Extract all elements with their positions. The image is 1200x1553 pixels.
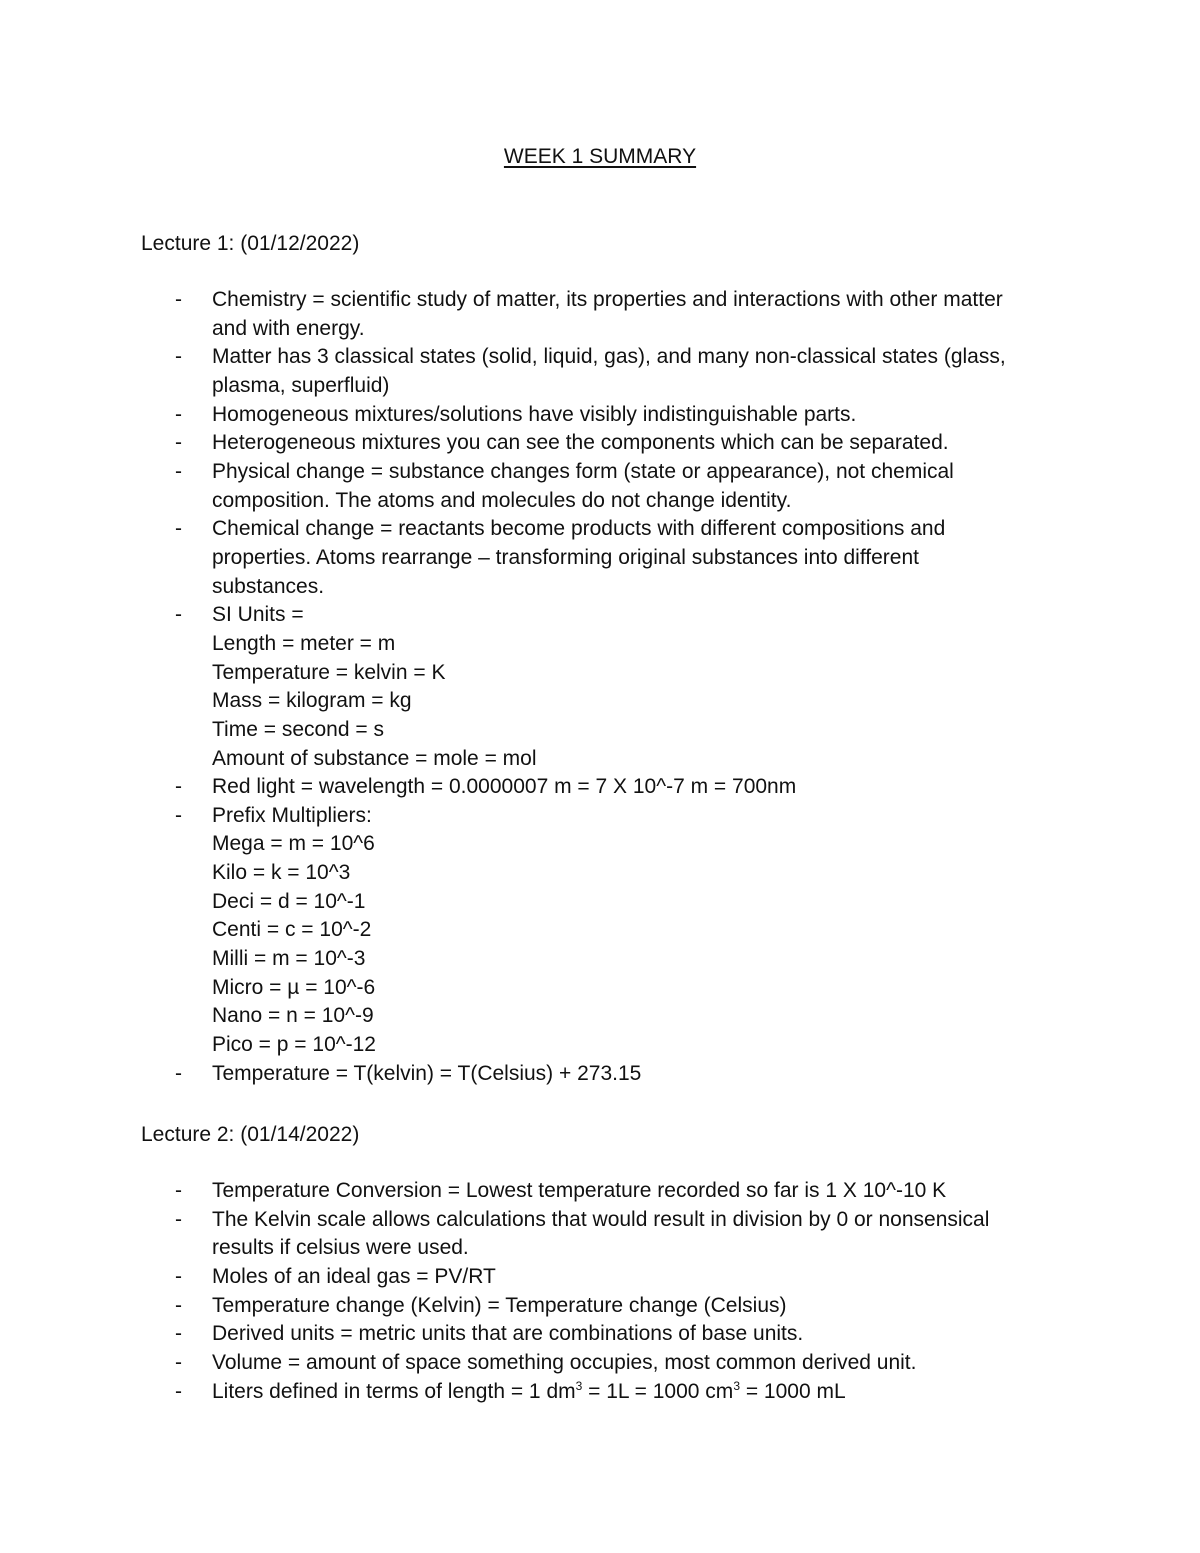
lecture-2-notes-list (141, 1177, 1071, 1406)
note-line: Temperature = kelvin = K (212, 660, 446, 684)
note-line: Temperature Conversion = Lowest temperature recorded so far is 1 X 10^-10 K (212, 1179, 947, 1202)
bullet-dash: - (175, 402, 182, 426)
bullet-dash: - (175, 1322, 182, 1346)
note-text: = 1000 mL (740, 1379, 846, 1403)
note-line: Moles of an ideal gas = PV/RT (212, 1264, 496, 1288)
list-item (141, 1349, 1071, 1378)
note-line: Mass = kilogram = kg (212, 689, 412, 713)
list-item (141, 1320, 1071, 1349)
note-line: Temperature change (Kelvin) = Temperature change (Celsius) (212, 1293, 787, 1317)
bullet-dash: - (175, 1264, 182, 1288)
list-item (141, 286, 1071, 343)
note-line: composition. The atoms and molecules do not change identity. (212, 488, 792, 512)
bullet-dash: - (175, 288, 182, 311)
list-item (141, 1206, 1071, 1263)
bullet-dash: - (175, 459, 182, 483)
note-text: Liters defined in terms of length = 1 dm (212, 1379, 576, 1403)
note-line: Homogeneous mixtures/solutions have visibly indistinguishable parts. (212, 402, 857, 426)
bullet-dash: - (175, 1350, 182, 1374)
bullet-dash: - (175, 517, 182, 541)
note-line: The Kelvin scale allows calculations that would result in division by 0 or nonsensical (212, 1207, 990, 1231)
list-item (141, 1060, 1071, 1089)
note-line: Volume = amount of space something occupies, most common derived unit. (212, 1350, 917, 1374)
list-item (141, 802, 1071, 1060)
lecture-1-heading: Lecture 1: (01/12/2022) (141, 232, 360, 255)
superscript-exponent: 3 (733, 1378, 740, 1393)
note-line: Time = second = s (212, 717, 384, 741)
list-item (141, 515, 1071, 601)
note-line: Heterogeneous mixtures you can see the components which can be separated. (212, 431, 949, 455)
note-line: Chemical change = reactants become products with different compositions and (212, 517, 946, 541)
list-item (141, 1378, 1071, 1407)
note-line: Red light = wavelength = 0.0000007 m = 7 X 10^-7 m = 700nm (212, 775, 797, 799)
list-item (141, 1292, 1071, 1321)
note-line: SI Units = (212, 603, 304, 627)
bullet-dash: - (175, 1061, 182, 1085)
list-item (141, 1263, 1071, 1292)
note-text: = 1L = 1000 cm (582, 1379, 734, 1403)
bullet-dash: - (175, 345, 182, 369)
note-line: results if celsius were used. (212, 1236, 469, 1260)
note-line: Pico = p = 10^-12 (212, 1033, 376, 1057)
note-line: Mega = m = 10^6 (212, 832, 375, 856)
note-line: Deci = d = 10^-1 (212, 889, 366, 913)
note-line: plasma, superfluid) (212, 373, 390, 397)
bullet-dash: - (175, 1293, 182, 1317)
lecture-1-notes-list (141, 286, 1071, 1088)
bullet-dash: - (175, 1179, 182, 1202)
note-line: Nano = n = 10^-9 (212, 1004, 374, 1028)
note-line (212, 1378, 1071, 1407)
note-line: Prefix Multipliers: (212, 803, 372, 827)
note-line: Kilo = k = 10^3 (212, 861, 351, 885)
bullet-dash: - (175, 803, 182, 827)
list-item (141, 429, 1071, 458)
note-line: Physical change = substance changes form (state or appearance), not chemical (212, 459, 954, 483)
note-line: Matter has 3 classical states (solid, liquid, gas), and many non-classical states (glass, (212, 345, 1006, 369)
list-item (141, 773, 1071, 802)
list-item (141, 343, 1071, 400)
note-line: substances. (212, 574, 325, 598)
note-line: Length = meter = m (212, 631, 396, 655)
page-title: WEEK 1 SUMMARY (503, 145, 697, 168)
list-item (141, 1177, 1071, 1206)
note-line: and with energy. (212, 316, 365, 340)
list-item (141, 458, 1071, 515)
bullet-dash: - (175, 1207, 182, 1231)
note-line: Centi = c = 10^-2 (212, 918, 372, 942)
lecture-2-heading: Lecture 2: (01/14/2022) (141, 1123, 360, 1146)
note-line: Amount of substance = mole = mol (212, 746, 537, 770)
note-line: Micro = µ = 10^-6 (212, 975, 376, 999)
list-item (141, 601, 1071, 773)
note-line: Derived units = metric units that are combinations of base units. (212, 1322, 804, 1346)
note-line: properties. Atoms rearrange – transforming original substances into different (212, 545, 919, 569)
superscript-exponent: 3 (575, 1378, 583, 1393)
bullet-dash: - (175, 1379, 182, 1403)
bullet-dash: - (175, 603, 182, 627)
note-line: Temperature = T(kelvin) = T(Celsius) + 273.15 (212, 1061, 642, 1085)
list-item (141, 401, 1071, 430)
bullet-dash: - (175, 431, 182, 455)
note-line: Chemistry = scientific study of matter, its properties and interactions with other matter (212, 288, 1003, 311)
note-line: Milli = m = 10^-3 (212, 947, 366, 971)
bullet-dash: - (175, 775, 182, 799)
